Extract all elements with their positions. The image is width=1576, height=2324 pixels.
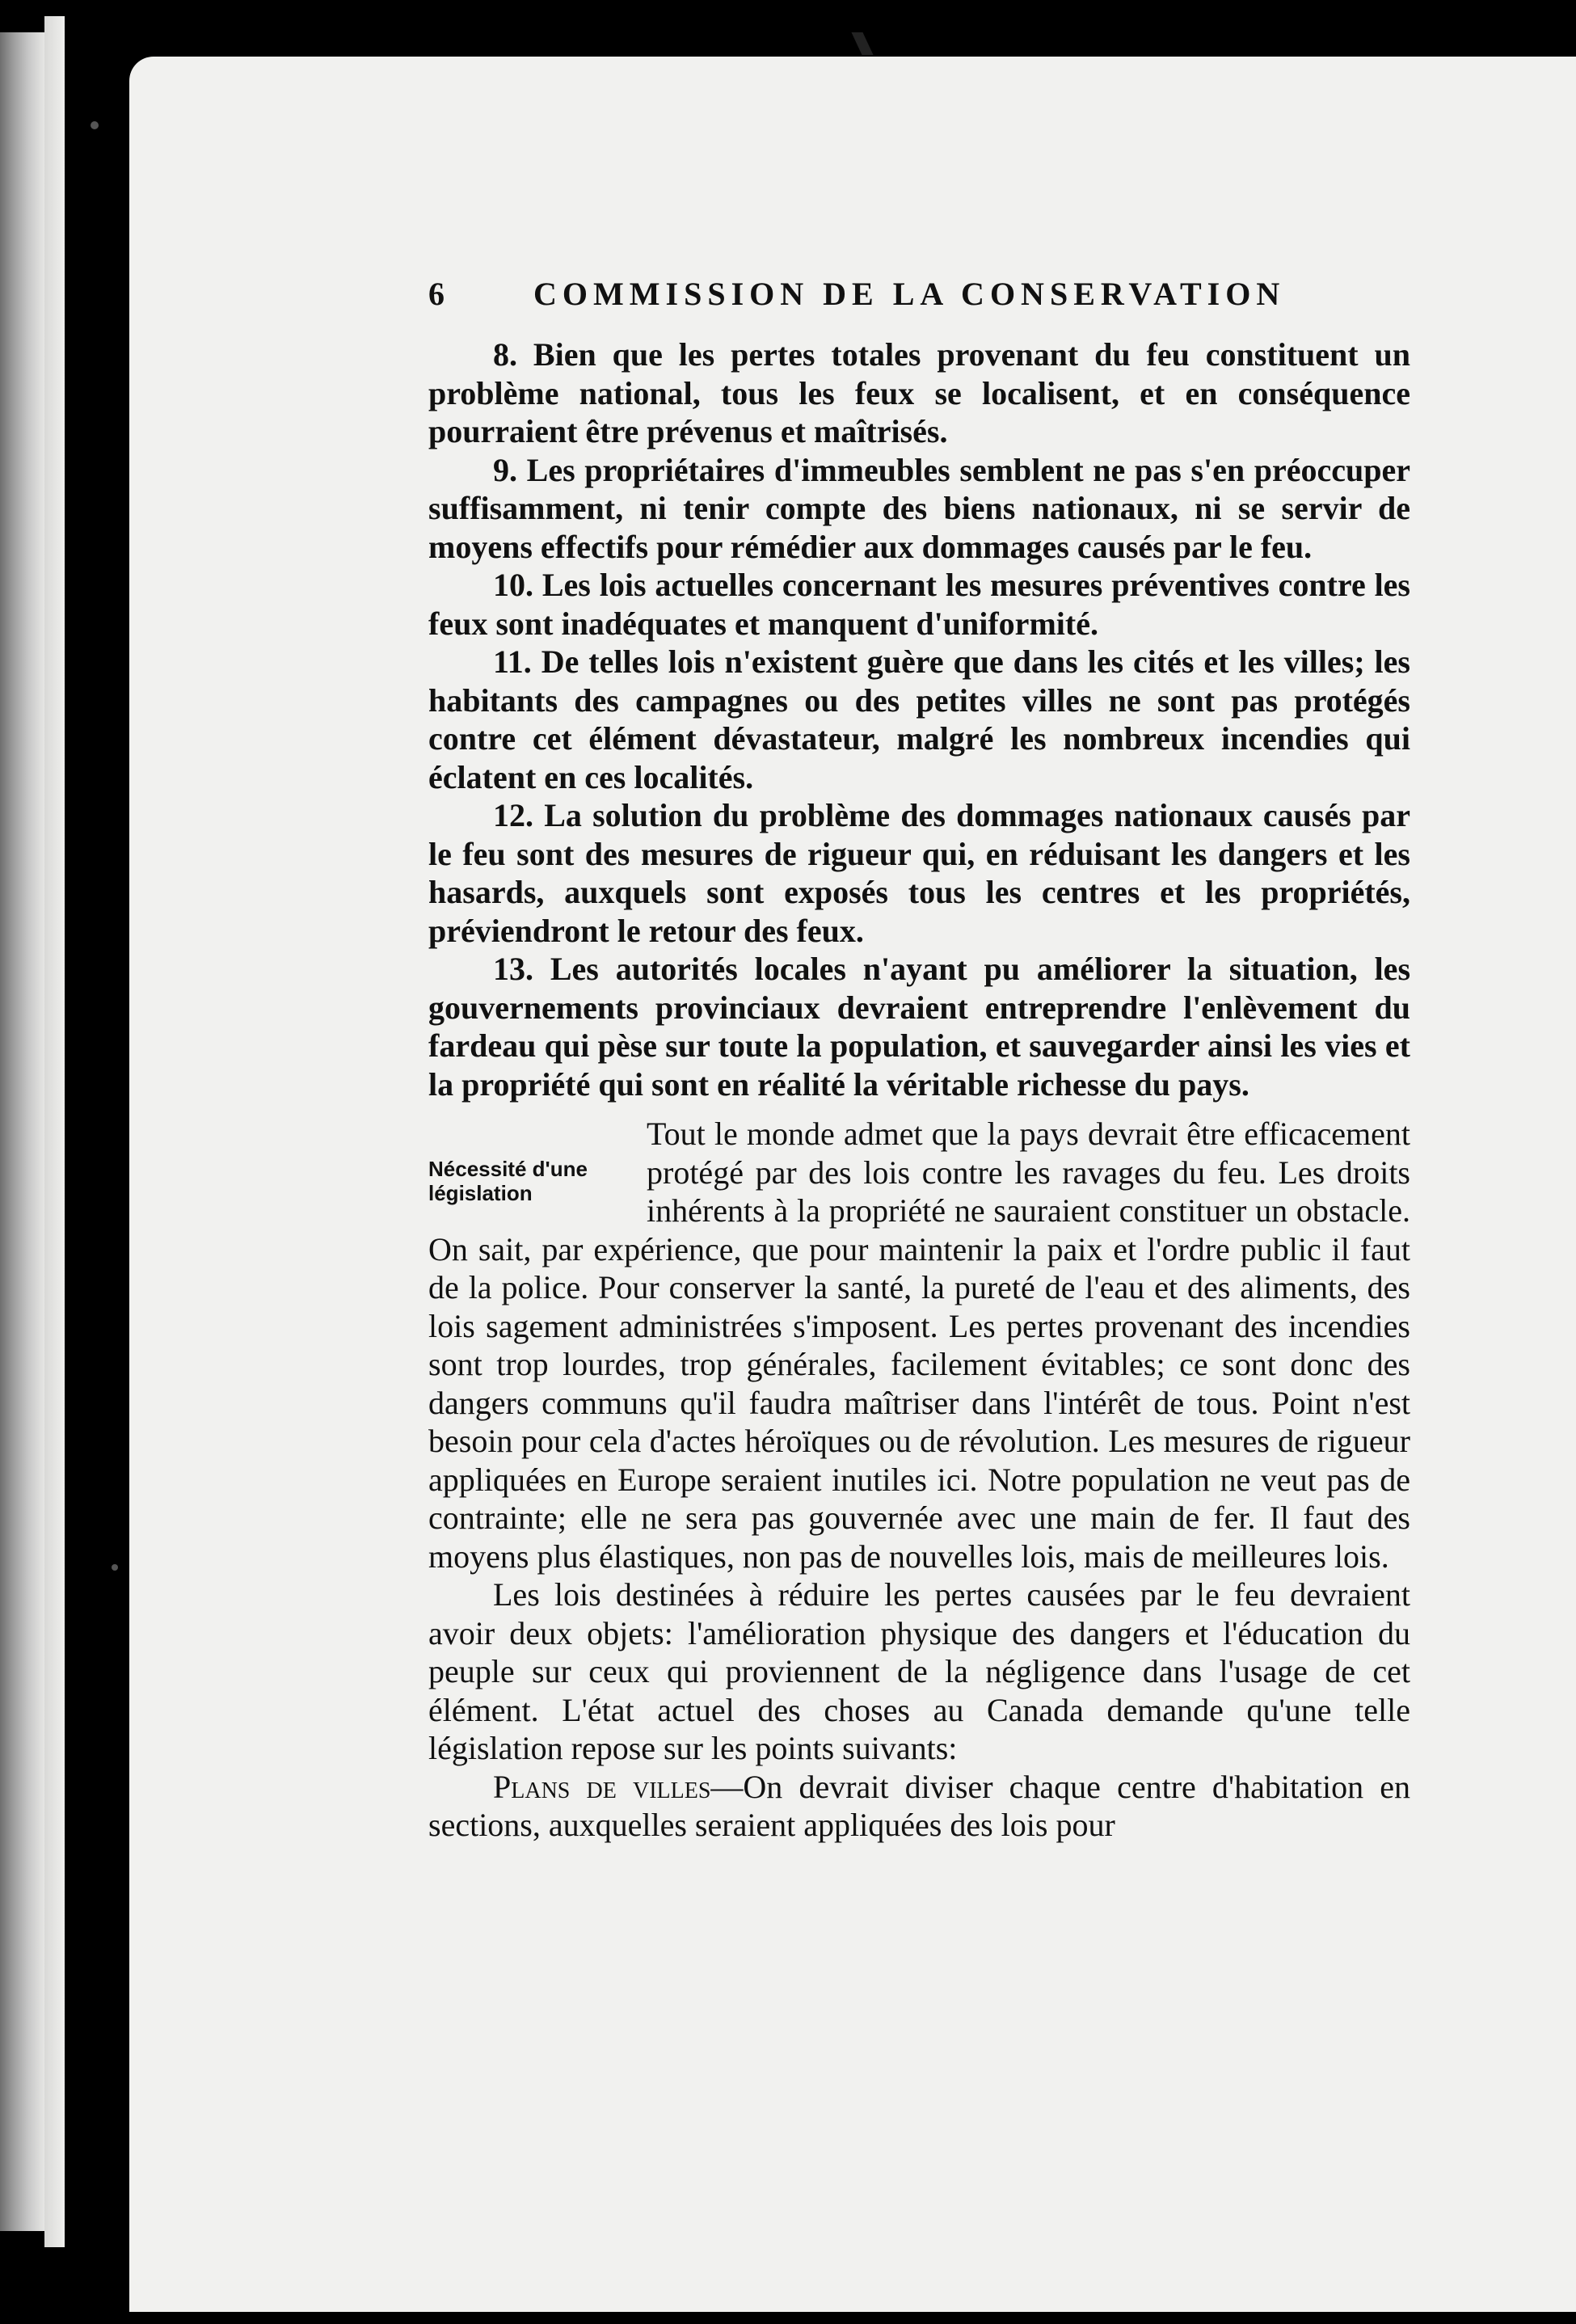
scan-mark — [851, 32, 873, 55]
margin-note: Nécessité d'une législation — [428, 1157, 588, 1205]
numbered-paragraph — [428, 566, 1410, 643]
page-edge-highlight — [44, 16, 65, 2247]
paragraph-number: 9. — [493, 451, 517, 488]
numbered-paragraph — [428, 335, 1410, 451]
legislation-section — [428, 1115, 1410, 1845]
plans-paragraph — [428, 1768, 1410, 1845]
numbered-paragraph — [428, 643, 1410, 796]
paragraph-text: Les lois actuelles concernant les mesures préventives contre les feux sont inadéquates et manquent d'uniformité. — [428, 567, 1410, 642]
paragraph-text: Les propriétaires d'immeubles semblent ne pas s'en préoccuper suffisamment, ni tenir compte des biens nationaux, ni se servir de moyens effectifs pour rémédier aux dommages causés par le feu. — [428, 451, 1411, 565]
section-paragraph: Les lois destinées à réduire les pertes causées par le feu devraient avoir deux objets: l'amélioration physique des dangers et l'éducation du peuple sur ceux qui proviennent de la négligence dans l'usage de cet élément. L'état actuel des choses au Canada demande qu'une telle législation repose sur les points suivants: — [428, 1576, 1410, 1766]
paragraph-text: La solution du problème des dommages nationaux causés par le feu sont des mesures de rigueur qui, en réduisant les dangers et les hasards, auxquels sont exposés tous les centres et les propriétés, préviendront le retour des feux. — [428, 797, 1411, 949]
paragraph-number: 13. — [493, 951, 533, 987]
paragraph-number: 11. — [493, 643, 532, 680]
paragraph-text: Les autorités locales n'ayant pu améliorer la situation, les gouvernements provinciaux devraient entreprendre l'enlèvement du fardeau qui pèse sur toute la population, et sauvegarder ainsi les vies et la propriété qui sont en réalité la véritable richesse du pays. — [428, 951, 1411, 1103]
running-title: COMMISSION DE LA CONSERVATION — [533, 276, 1286, 312]
plans-heading: Plans de villes — [493, 1768, 711, 1805]
paragraph-number: 12. — [493, 797, 533, 833]
section-paragraph: Tout le monde admet que la pays devrait être efficacement protégé par des lois contre les ravages du feu. Les droits inhérents à la propriété ne sauraient constituer un obstacle. On sait, par expérience, que pour maintenir la paix et l'ordre public il faut de la police. Pour conserver la santé, la pureté de l'eau et des aliments, des lois sagement administrées s'imposent. Les pertes provenant des incendies sont trop lourdes, trop générales, facilement évitables; ce sont donc des dangers communs qu'il faudra maîtriser dans l'intérêt de tous. Point n'est besoin pour cela d'actes héroïques ou de révolution. Les mesures de rigueur appliquées en Europe seraient inutiles ici. Notre population ne veut pas de contrainte; elle ne sera pas gouvernée avec une main de fer. Il faut des moyens plus élastiques, non pas de nouvelles lois, mais de meilleures lois. — [428, 1116, 1410, 1575]
page-body — [428, 335, 1410, 1845]
numbered-paragraph — [428, 451, 1410, 567]
paragraph-number: 8. — [493, 336, 517, 373]
plans-text: —On devrait diviser chaque centre d'habitation en sections, auxquelles seraient appliquées des lois pour — [428, 1768, 1410, 1843]
page-stack-edge — [0, 32, 44, 2231]
paragraph-text: Bien que les pertes totales provenant du feu constituent un problème national, tous les feux se localisent, et en conséquence pourraient être prévenus et maîtrisés. — [428, 336, 1410, 449]
scan-speck — [91, 121, 99, 129]
page-number: 6 — [428, 276, 445, 312]
paragraph-text: De telles lois n'existent guère que dans les cités et les villes; les habitants des campagnes ou des petites villes ne sont pas protégés contre cet élément dévastateur, malgré les nombreux incendies qui éclatent en ces localités. — [428, 643, 1410, 795]
numbered-paragraph — [428, 796, 1410, 950]
scan-speck — [112, 1564, 118, 1571]
numbered-paragraph — [428, 950, 1410, 1103]
paragraph-number: 10. — [493, 567, 533, 603]
